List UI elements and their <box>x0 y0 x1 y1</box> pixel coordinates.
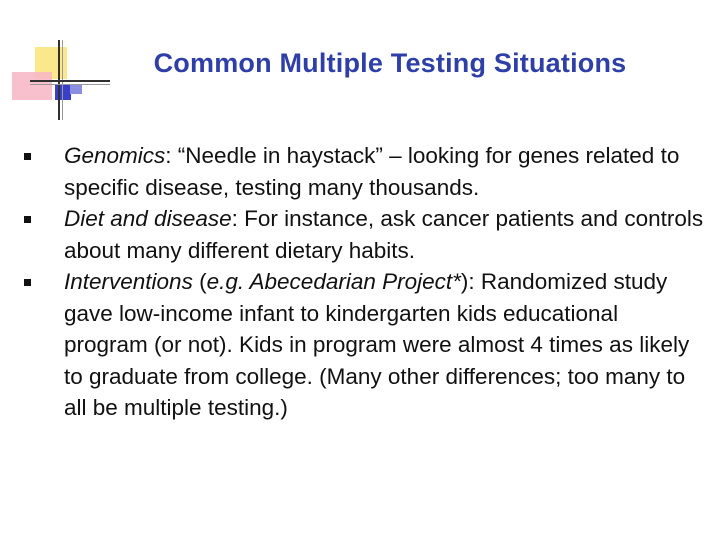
logo-horizontal-line-shadow <box>30 84 110 85</box>
bullet-item-genomics <box>64 140 704 203</box>
bullet-term: Interventions <box>64 269 193 294</box>
square-bullet-icon <box>24 153 31 160</box>
bullet-term: Diet and disease <box>64 206 232 231</box>
logo-light-blue-square <box>70 84 82 94</box>
bullet-term-example: e.g. Abecedarian Project* <box>206 269 461 294</box>
logo-horizontal-line <box>30 80 110 82</box>
bullet-paren-open: ( <box>192 269 207 294</box>
bullet-item-diet <box>64 203 704 266</box>
bullet-item-interventions <box>64 266 704 424</box>
bullet-text: : For instance, ask cancer patients and controls about many different dietary habits. <box>64 206 704 263</box>
logo-pink-square <box>12 72 52 100</box>
bullet-text: : “Needle in haystack” – looking for genes related to specific disease, testing many thousands. <box>64 143 680 200</box>
slide-title: Common Multiple Testing Situations <box>153 48 627 78</box>
square-bullet-icon <box>24 216 31 223</box>
bullet-list <box>64 140 704 424</box>
square-bullet-icon <box>24 279 31 286</box>
bullet-term: Genomics <box>64 143 166 168</box>
bullet-text: ): Randomized study gave low-income infant to kindergarten kids educational program (or not). Kids in program were almost 4 times as likely to graduate from college. (Many other differences; too many to all be multiple testing.) <box>64 269 690 420</box>
